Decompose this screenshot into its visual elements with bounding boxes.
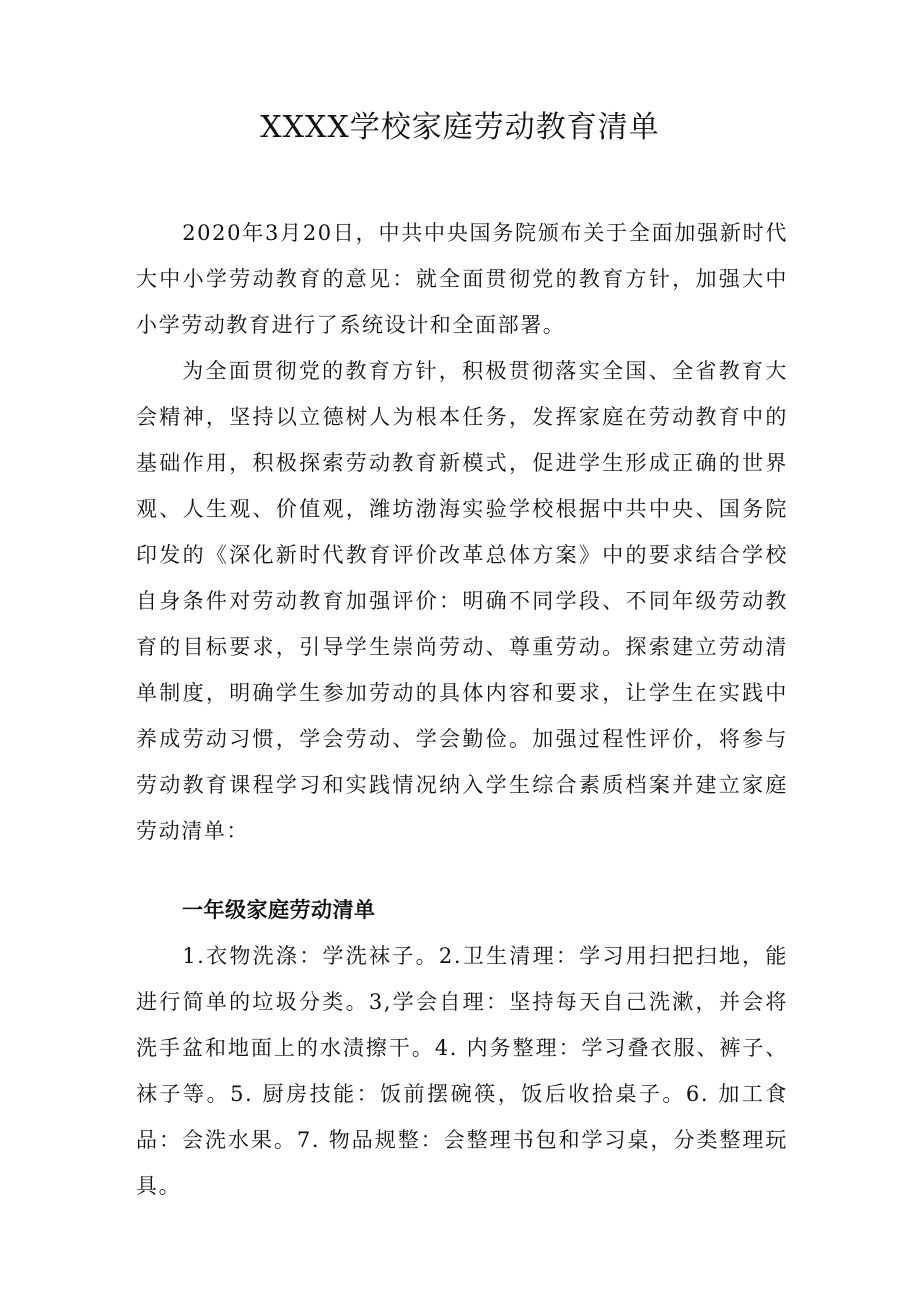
grade-one-task-text: 1.衣物洗涤：学洗袜子。2.卫生清理：学习用扫把扫地，能进行简单的垃圾分类。3,学会自理：坚持每天自己洗漱，并会将洗手盆和地面上的水渍擦干。4. 内务整理：学习叠衣服、裤子、袜子等。5. 厨房技能：饭前摆碗筷，饭后收拾桌子。6. 加工食品：会洗水果。7. 物品规整：会整理书包和学习桌，分类整理玩具。 bbox=[136, 944, 788, 1198]
document-title: XXXX学校家庭劳动教育清单 bbox=[260, 110, 660, 145]
document-body bbox=[136, 210, 788, 854]
paragraph-intro: 2020年3月20日，中共中央国务院颁布关于全面加强新时代大中小学劳动教育的意见：就全面贯彻党的教育方针，加强大中小学劳动教育进行了系统设计和全面部署。 bbox=[136, 221, 788, 337]
paragraph-policy: 为全面贯彻党的教育方针，积极贯彻落实全国、全省教育大会精神，坚持以立德树人为根本任务，发挥家庭在劳动教育中的基础作用，积极探索劳动教育新模式，促进学生形成正确的世界观、人生观、价值观，潍坊渤海实验学校根据中共中央、国务院印发的《深化新时代教育评价改革总体方案》中的要求结合学校自身条件对劳动教育加强评价：明确不同学段、不同年级劳动教育的目标要求，引导学生崇尚劳动、尊重劳动。探索建立劳动清单制度，明确学生参加劳动的具体内容和要求，让学生在实践中养成劳动习惯，学会劳动、学会勤俭。加强过程性评价，将参与劳动教育课程学习和实践情况纳入学生综合素质档案并建立家庭劳动清单： bbox=[136, 359, 788, 843]
grade-one-task-list bbox=[136, 933, 788, 1209]
section-heading-grade-one: 一年级家庭劳动清单 bbox=[182, 898, 376, 922]
